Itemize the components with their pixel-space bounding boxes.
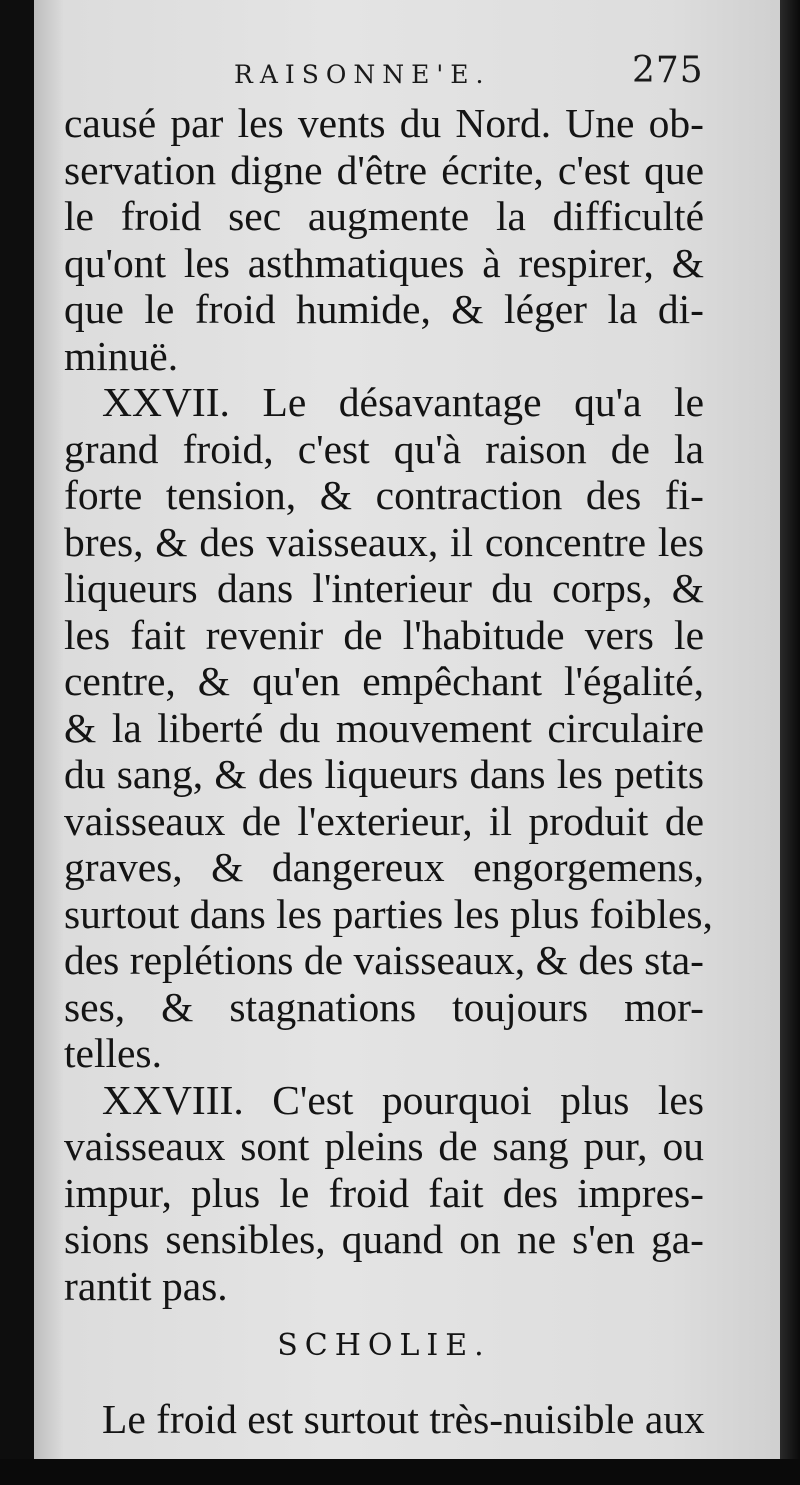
text-line: du sang, & des liqueurs dans les petits [64,751,704,797]
text-line: que le froid humide, & léger la di- [64,286,704,332]
page-number: 275 [632,50,704,91]
text-line: vaisseaux de l'exterieur, il produit de [64,797,704,844]
text-line: grand froid, c'est qu'à raison de la [64,425,704,472]
text-line: rantit pas. [64,1262,228,1309]
paragraph [64,379,713,1077]
section-heading: SCHOLIE. [277,1328,491,1363]
text-line: le froid sec augmente la difficulté [64,193,704,239]
text-line: liqueurs dans l'interieur du corps, & [64,565,704,611]
text-line: causé par les vents du Nord. Une ob- [64,100,704,146]
text-line: & la liberté du mouvement circulaire [64,704,704,751]
text-line: vaisseaux sont pleins de sang pur, ou [64,1123,704,1169]
paragraph [64,1077,704,1310]
body-text [64,100,713,1442]
text-line: sions sensibles, quand on ne s'en ga- [64,1216,704,1262]
text-line: surtout dans les parties les plus foibles, [64,890,713,937]
text-line: ses, & stagnations toujours mor- [64,983,704,1030]
text-line: des replétions de vaisseaux, & des sta- [64,937,704,983]
text-line: XXVII. Le désavantage qu'a le [102,379,704,425]
text-line: XXVIII. C'est pourquoi plus les [102,1076,704,1123]
page-header [34,48,784,98]
running-head: RAISONNE'E. [234,60,491,89]
text-line: impur, plus le froid fait des impres- [64,1169,704,1216]
paragraph [64,100,704,379]
text-line: servation digne d'être écrite, c'est que [64,146,704,193]
book-page [34,0,784,1460]
text-line: telles. [64,1030,162,1076]
text-line: minuë. [64,332,179,379]
scan-edge-right [780,0,800,1485]
text-line: graves, & dangereux engorgemens, [64,844,704,890]
text-line: bres, & des vaisseaux, il concentre les [64,518,704,565]
scan-edge-bottom [0,1459,800,1485]
text-line: les fait revenir de l'habitude vers le [64,611,704,658]
text-line: forte tension, & contraction des fi- [64,472,704,518]
text-line: Le froid est surtout très-nuisible aux [102,1395,705,1442]
text-line: qu'ont les asthmatiques à respirer, & [64,239,704,286]
text-line: centre, & qu'en empêchant l'égalité, [64,658,704,704]
